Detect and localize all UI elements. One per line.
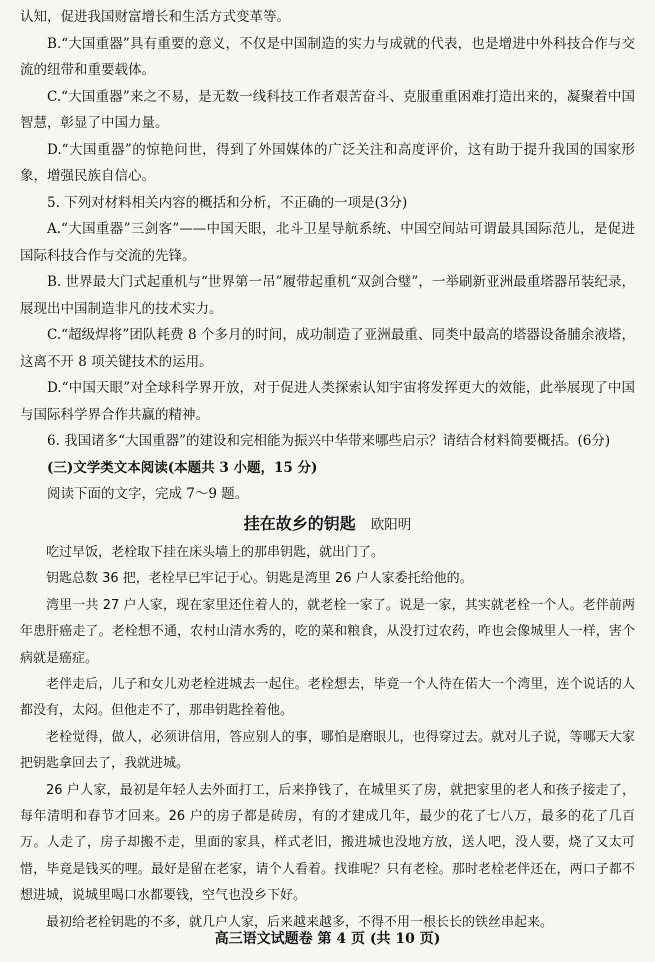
page-footer: 高三语文试题卷 第 4 页 (共 10 页): [214, 931, 441, 947]
option-b-q5: B. 世界最大门式起重机与“世界第一吊”履带起重机“双剑合璧”，一举刷新亚洲最重塔器吊装纪录，展现出中国制造非凡的技术实力。: [20, 274, 635, 317]
story-paragraph: 26 户人家，最初是年轻人去外面打工，后来挣钱了，在城里买了房，就把家里的老人和孩子接走了，每年清明和春节才回来。26 户的房子都是砖房，有的才建成几年，最少的花了七八万，最多的花了几百万。人走了，房子却搬不走，里面的家具，样式老旧，搬进城也没地方放，送人吧，没人要，烧了又太可惜，毕竟是钱买的哩。最好是留在老家，请个人看着。找谁呢？只有老栓。那时老栓老伴还在，两口子都不想进城，说城里喝口水都要钱，空气也没乡下好。: [20, 782, 635, 904]
option-c-q4: C.“大国重器”来之不易，是无数一线科技工作者艰苦奋斗、克服重重困难打造出来的，凝聚着中国智慧，彰显了中国力量。: [20, 88, 635, 131]
continuation-text: 认知，促进我国财富增长和生活方式变革等。: [20, 9, 290, 25]
option-c-q5: C.“超级焊将”团队耗费 8 个多月的时间，成功制造了亚洲最重、同类中最高的塔器设备脯余液塔，这离不开 8 项关键技术的运用。: [20, 327, 635, 370]
story-title-row: [20, 511, 635, 538]
instruction-text: 阅读下面的文字，完成 7～9 题。: [47, 485, 249, 502]
story-paragraph: 老伴走后，儿子和女儿劝老栓进城去一起住。老栓想去，毕竟一个人待在偌大一个湾里，连个说话的人都没有，太闷。但他走不了，那串钥匙拴着他。: [20, 677, 635, 719]
option-a-q5: A.“大国重器”三剑客”——中国天眼，北斗卫星导航系统、中国空间站可谓最具国际范儿，是促进国际科技合作与交流的先锋。: [20, 221, 635, 264]
story-author: 欧阳明: [370, 517, 412, 533]
option-b-q4: B.“大国重器”具有重要的意义，不仅是中国制造的实力与成就的代表，也是增进中外科技合作与交流的纽带和重要载体。: [20, 35, 635, 78]
story-paragraph: 湾里一共 27 户人家，现在家里还住着人的，就老栓一家了。说是一家，其实就老栓一个人。老伴前两年患肝癌走了。老栓想不通，农村山清水秀的，吃的菜和粮食，从没打过农药，咋也会像城里人一样，害个病就是癌症。: [20, 597, 635, 666]
question-6: 6. 我国诸多“大国重器”的建设和完相能为振兴中华带来哪些启示？请结合材料简要概括。(6分): [47, 433, 611, 449]
story-paragraph: 吃过早饭，老栓取下挂在床头墙上的那串钥匙，就出门了。: [46, 545, 385, 560]
story-title: 挂在故乡的钥匙: [243, 514, 356, 533]
story-paragraph: 钥匙总数 36 把，老栓早已牢记于心。钥匙是湾里 26 户人家委托给他的。: [46, 571, 473, 587]
option-d-q4: D.“大国重器”的惊艳问世，得到了外国媒体的广泛关注和高度评价，这有助于提升我国的国家形象，增强民族自信心。: [20, 141, 635, 184]
story-paragraph: 最初给老栓钥匙的不多，就几户人家，后来越来越多，不得不用一根长长的铁丝串起来。: [46, 914, 554, 930]
story-paragraph: 老栓觉得，做人，必须讲信用，答应别人的事，哪怕是磨眼儿，也得穿过去。就对儿子说，等哪天大家把钥匙拿回去了，我就进城。: [20, 729, 635, 772]
section-heading: (三)文学类文本阅读(本题共 3 小题，15 分): [47, 459, 318, 476]
option-d-q5: D.“中国天眼”对全球科学界开放，对于促进人类探索认知宇宙将发挥更大的效能，此举展现了中国与国际科学界合作共赢的精神。: [20, 380, 635, 423]
question-5: 5. 下列对材料相关内容的概括和分析，不正确的一项是(3分): [47, 194, 408, 211]
